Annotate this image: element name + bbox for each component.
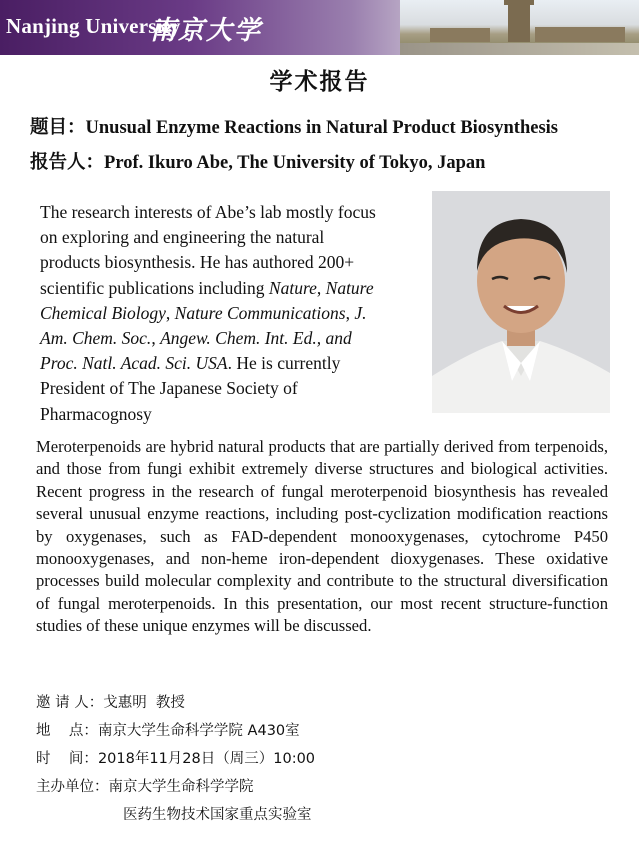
journal-name: Chemical Biology <box>40 302 166 323</box>
place-value: 南京大学生命科学学院 A430室 <box>97 723 300 739</box>
organizer-value: 医药生物技术国家重点实验室 <box>123 807 312 823</box>
bio-separator: , <box>151 328 161 349</box>
journal-name: Nature Communications <box>174 302 346 323</box>
page-title: 学术报告 <box>269 69 370 95</box>
report-speaker <box>30 148 485 174</box>
place-label: 地 点： <box>36 723 98 739</box>
bio-line: The research interests of Abe’s lab mostly focus <box>40 202 376 222</box>
info-organizer <box>36 775 254 796</box>
bio-line: President of The Japanese Society of <box>40 378 298 399</box>
info-place <box>36 719 300 740</box>
time-value: 2018年11月28日（周三）10:00 <box>97 751 316 767</box>
topic-value: Unusual Enzyme Reactions in Natural Product Biosynthesis <box>85 118 558 138</box>
campus-photo <box>400 0 639 55</box>
topic-label: 题目： <box>30 117 86 138</box>
bio-line: Pharmacognosy <box>40 403 152 424</box>
university-name-calligraphy: 南京大学 <box>150 16 263 46</box>
info-time <box>36 747 315 768</box>
header-banner <box>0 0 639 55</box>
speaker-photo <box>432 191 610 413</box>
bio-separator: , <box>316 277 326 298</box>
journal-name: Proc. Natl. Acad. Sci. USA <box>40 353 228 374</box>
journal-name: Nature <box>325 277 374 298</box>
speaker-value: Prof. Ikuro Abe, The University of Tokyo, Japan <box>104 153 486 173</box>
organizer-value: 南京大学生命科学学院 <box>108 779 254 795</box>
bio-line: . He is currently <box>227 353 341 374</box>
bio-separator: , <box>165 302 175 323</box>
host-value: 戈惠明 教授 <box>103 695 185 711</box>
info-organizer-line2 <box>123 803 312 824</box>
journal-name: Nature <box>268 277 317 298</box>
university-name-en: Nanjing University <box>6 14 181 38</box>
time-label: 时 间： <box>36 751 98 767</box>
speaker-label: 报告人： <box>30 152 105 173</box>
report-topic <box>30 113 558 139</box>
journal-name: Angew. Chem. Int. Ed., and <box>160 328 352 349</box>
journal-name: J. <box>354 302 367 323</box>
bio-separator: , <box>345 302 355 323</box>
speaker-bio <box>40 200 432 427</box>
bio-line: on exploring and engineering the natural <box>40 227 325 248</box>
talk-abstract: Meroterpenoids are hybrid natural products that are partially derived from terpenoids, and those from fungi exhibit extremely diverse structures and biological activities. Recent progress in the research of fungal meroterpenoid biosynthesis has revealed several unusual enzyme reactions, including post-cyclization modification reactions by oxygenases, such as FAD-dependent monooxygenases, cytochrome P450 monooxygenases, and non-heme iron-dependent dioxygenases. These oxidative processes build molecular complexity and contribute to the structural diversification of fungal meroterpenoids. In this presentation, our most recent structure-function studies of these unique enzymes will be discussed. <box>36 437 608 636</box>
journal-name: Am. Chem. Soc. <box>40 328 152 349</box>
bio-line: scientific publications including <box>40 277 269 298</box>
organizer-label: 主办单位： <box>36 779 109 795</box>
speaker-portrait-icon <box>432 191 610 413</box>
bio-line: products biosynthesis. He has authored 200+ <box>40 252 355 273</box>
info-host <box>36 691 185 712</box>
host-label: 邀 请 人： <box>36 695 104 711</box>
